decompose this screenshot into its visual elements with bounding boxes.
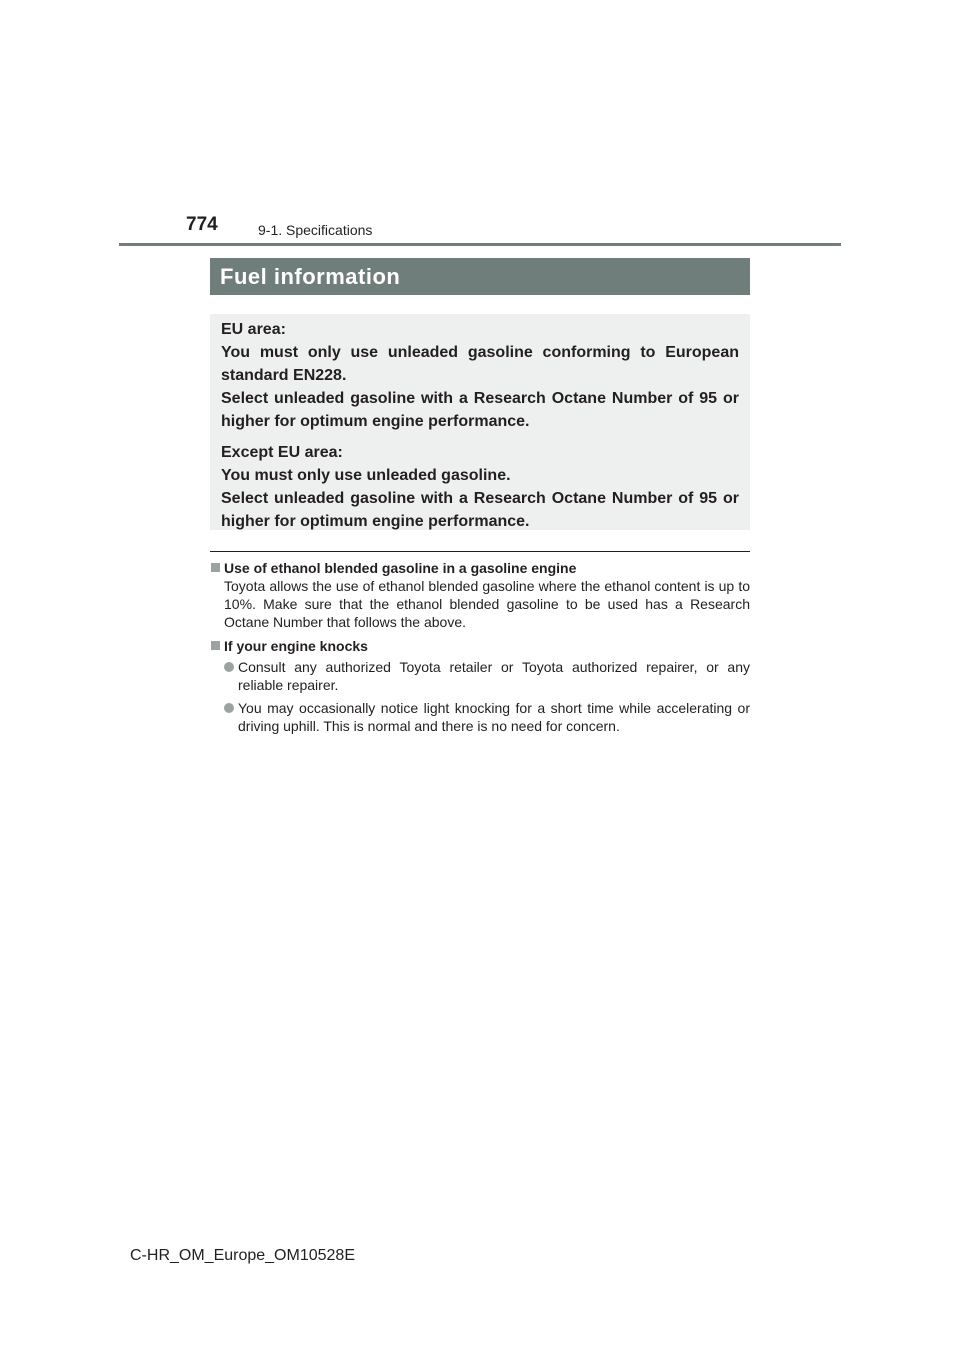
eu-area-label: EU area: <box>221 321 286 338</box>
except-eu-area-requirement: You must only use unleaded gasoline. <box>221 467 511 484</box>
eu-area-block <box>221 318 739 433</box>
square-bullet-icon <box>211 563 220 572</box>
fuel-requirements-box <box>210 314 750 530</box>
ethanol-note-heading-text: Use of ethanol blended gasoline in a gasoline engine <box>224 560 577 576</box>
list-item-text: You may occasionally notice light knocking for a short time while accelerating or driving uphill. This is normal and there is no need for concern. <box>238 700 750 734</box>
divider-rule <box>210 551 750 552</box>
notes-section <box>210 559 750 735</box>
knocks-note-heading <box>210 637 750 655</box>
page-number: 774 <box>186 214 218 235</box>
document-id: C-HR_OM_Europe_OM10528E <box>130 1247 355 1264</box>
list-item <box>210 699 750 735</box>
eu-area-requirement: You must only use unleaded gasoline conforming to European standard EN228. <box>221 344 739 384</box>
ethanol-note-heading <box>210 559 750 577</box>
knocks-note-heading-text: If your engine knocks <box>224 638 368 654</box>
round-bullet-icon <box>224 662 234 672</box>
except-eu-area-label: Except EU area: <box>221 444 343 461</box>
ethanol-note-text: Toyota allows the use of ethanol blended gasoline where the ethanol content is up to 10%. Make sure that the ethanol blended gasoline to be used has a Research Octane Number that follows the above. <box>224 578 750 630</box>
list-item-text: Consult any authorized Toyota retailer or Toyota authorized repairer, or any reliable repairer. <box>238 659 750 693</box>
except-eu-area-block <box>221 441 739 533</box>
header-rule <box>119 243 841 246</box>
eu-area-octane: Select unleaded gasoline with a Research Octane Number of 95 or higher for optimum engine performance. <box>221 390 739 430</box>
except-eu-area-octane: Select unleaded gasoline with a Research Octane Number of 95 or higher for optimum engine performance. <box>221 490 739 530</box>
section-label: 9-1. Specifications <box>258 222 373 238</box>
ethanol-note-body <box>210 577 750 631</box>
section-title-bar <box>210 258 750 295</box>
list-item <box>210 658 750 694</box>
page-title: Fuel information <box>220 264 401 289</box>
round-bullet-icon <box>224 703 234 713</box>
square-bullet-icon <box>211 641 220 650</box>
